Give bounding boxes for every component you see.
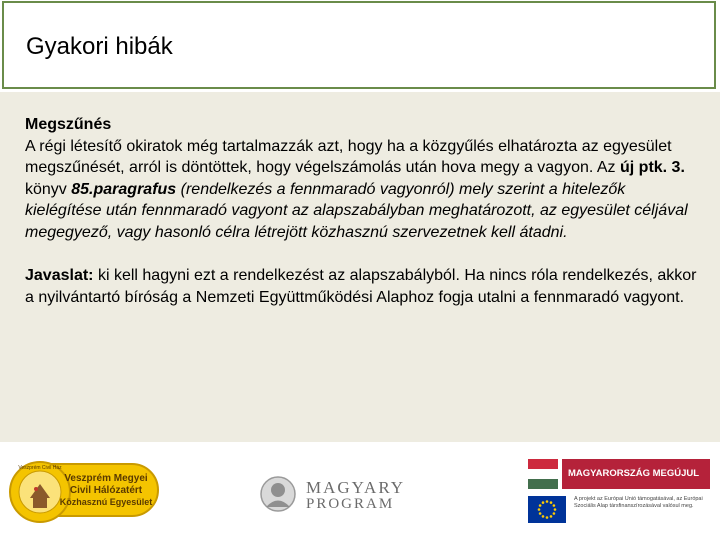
section-heading: [25, 114, 697, 136]
p1-bold-ptk: új ptk. 3.: [620, 159, 685, 176]
magyary-name: MAGYARY: [306, 478, 406, 497]
footer: [0, 442, 720, 540]
eu-funding-text: A projekt az Európai Unió támogatásával, az Európai Szociális Alap társfinanszírozásával valósul meg.: [574, 496, 703, 509]
paragraph-javaslat: [25, 265, 697, 308]
paragraph-megszunes: [25, 136, 697, 244]
body-text: [25, 114, 697, 308]
civil-halozat-logo: [8, 458, 160, 524]
magyary-program: PROGRAM: [306, 496, 395, 512]
javaslat-label: Javaslat:: [25, 267, 94, 284]
hungarian-flag-icon: [528, 459, 558, 489]
p1-text-1: A régi létesítő okiratok még tartalmazzák azt, hogy ha a közgyűlés elhatározta az egyesület megszűnését, arról is döntöttek, hogy végelszámolás után hova megy a vagyon. Az: [25, 137, 672, 176]
logo-line-2: Civil Hálózatért: [69, 485, 143, 496]
eu-flag-icon: [528, 496, 566, 523]
p1-text-2: könyv: [25, 180, 72, 198]
p1-paragrafus: 85.paragrafus: [71, 180, 177, 198]
logo-ring-text: Veszprém Civil Ház: [18, 465, 62, 471]
magyarorszag-megujul-banner: MAGYARORSZÁG MEGÚJUL: [562, 459, 710, 489]
content-area: [0, 92, 720, 442]
magyary-portrait-icon: [258, 474, 298, 514]
heading-text: Megszűnés: [25, 116, 112, 133]
slide-title: Gyakori hibák: [26, 33, 173, 60]
logo-line-3: Közhasznú Egyesület: [59, 497, 153, 507]
logo-line-1: Veszprém Megyei: [64, 473, 148, 484]
title-box: [2, 1, 716, 89]
p1-italic-text: (rendelkezés a fennmaradó vagyonról) mely szerint a hitelezők kielégítése után fennmaradó vagyont az alapszabályban meghatározott, az egyesület céljával megegyező, vagy hasonló célra létrejött közhasznú szervezetnek kell átadni.: [25, 180, 688, 241]
javaslat-text: ki kell hagyni ezt a rendelkezést az alapszabályból. Ha nincs róla rendelkezés, akkor a nyilvántartó bíróság a Nemzeti Együttműködési Alaphoz fogja utalni a fennmaradó vagyont.: [25, 267, 697, 306]
magyary-program-logo: [258, 474, 406, 514]
